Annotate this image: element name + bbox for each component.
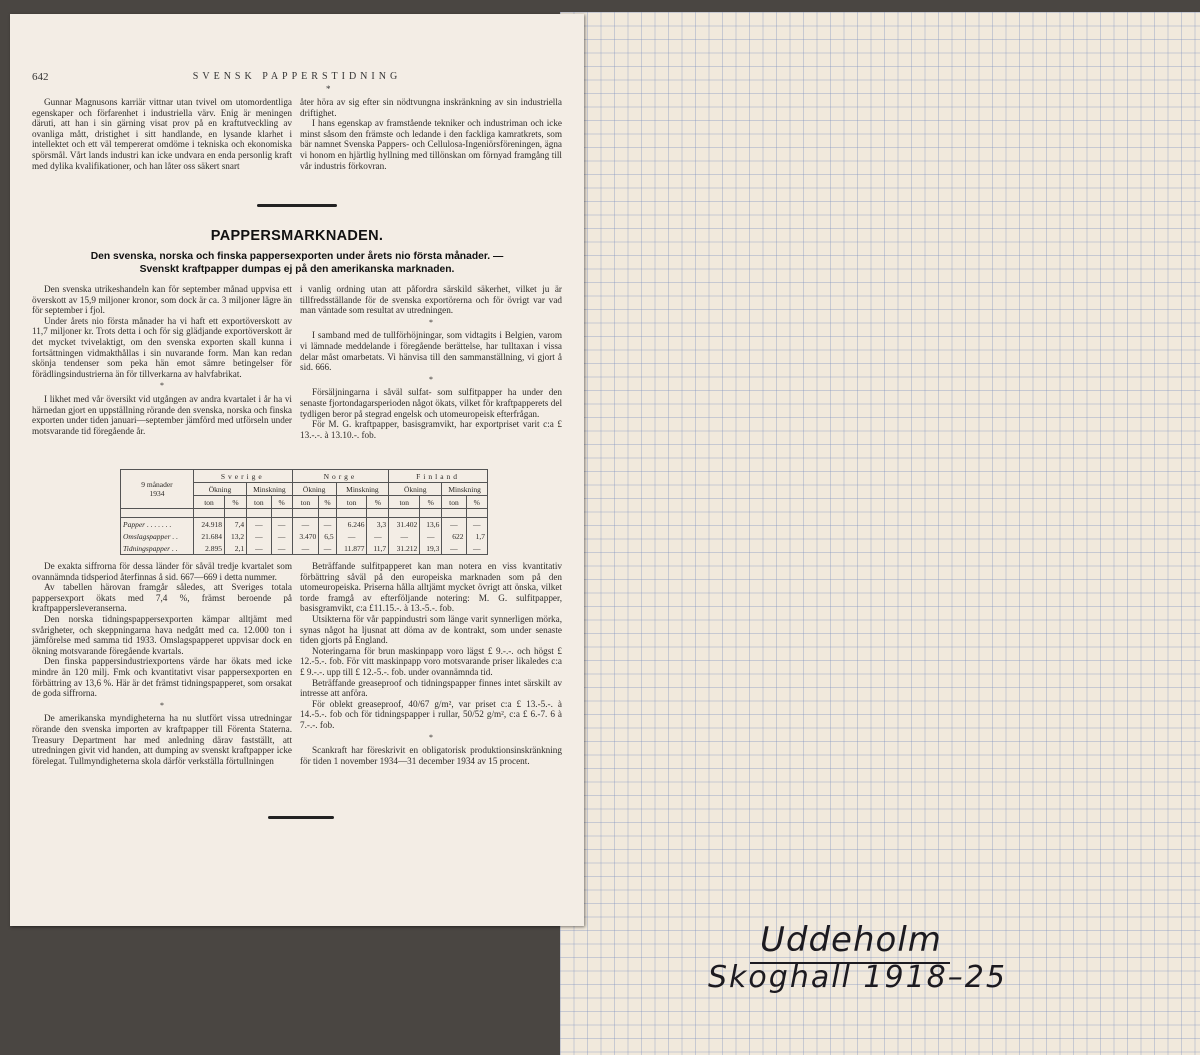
cell: —	[466, 518, 488, 531]
unit-ton: ton	[247, 496, 272, 509]
paragraph: Noteringarna för brun maskinpapp voro lägst £ 9.-.-. och högst £ 12.-5.-. fob. För vitt maskinpapp voro motsvarande priser likaledes c:a £ 9.-.-. upp till £ 12.-5.-. fob. under ovannämnda tid.	[300, 645, 562, 677]
paragraph: Den svenska utrikeshandeln kan för september månad uppvisa ett överskott av 15,9 miljoner kronor, som dock är ca. 3 miljoner lägre än för september i fjol.	[32, 284, 292, 316]
handwritten-label-bottom: Skoghall 1918–25	[708, 960, 1007, 995]
cell: —	[271, 530, 292, 542]
cell: —	[367, 530, 389, 542]
unit-pct: %	[466, 496, 488, 509]
page-number: 642	[32, 71, 49, 83]
cell: —	[319, 542, 336, 555]
unit-ton: ton	[292, 496, 319, 509]
minskning-header: Minskning	[247, 483, 293, 496]
ruled-paper-sheet	[560, 12, 1200, 1055]
cell: —	[442, 518, 466, 531]
paragraph: Utsikterna för vår pappindustri som länge varit synnerligen mörka, synas något ha ljusnat att döma av de kontrakt, som under senaste tiden gjorts på England.	[300, 613, 562, 646]
paragraph: i vanlig ordning utan att påfordra särskild säkerhet, vilket ju är tillfredsställande för de svenska exportörerna och för övrigt var vad man väntade som resultat av utredningen.	[300, 284, 562, 316]
cell: 7,4	[225, 518, 247, 531]
cell: 3.470	[292, 530, 319, 542]
unit-pct: %	[420, 496, 442, 509]
printed-page	[10, 14, 584, 926]
paragraph: För oblekt greaseproof, 40/67 g/m², var priset c:a £ 13.-5.-. à 14.-5.-. fob och för tidningspapper i rullar, 50/52 g/m², c:a £ 6.-7. 6 à 7.-.-. fob.	[300, 698, 562, 730]
paragraph: I likhet med vår översikt vid utgången av andra kvartalet i år ha vi härnedan gjort en uppställning rörande den svenska, norska och finska exporten under tiden januari—september jämförd med utförseln under motsvarande tid föregående år.	[32, 393, 292, 436]
paragraph: För M. G. kraftpapper, basisgramvikt, har exportpriset varit c:a £ 13.-.-. à 13.10.-. fob.	[300, 419, 562, 440]
country-header-norge: Norge	[292, 470, 389, 483]
article-lower-right-column	[300, 561, 562, 766]
row-label: Omslagspapper . .	[121, 530, 194, 542]
row-label: Tidningspapper . .	[121, 542, 194, 555]
table-corner-line1: 9 månader	[141, 480, 173, 489]
paragraph: Av tabellen härovan framgår således, att Sveriges totala pappersexport ökats med 7,4 %, främst beroende på kraftpappersleveranserna.	[32, 582, 292, 614]
paragraph: De amerikanska myndigheterna ha nu slutfört vissa utredningar rörande den svenska importen av kraftpapper till Förenta Staterna. Treasury Department har med anledning därav fastställt, att utredningen givit vid handen, att dumping av svenskt kraftpapper icke förelegat. Tullmyndigheterna skola därför verkställa förtullningen	[32, 713, 292, 766]
cell: 11.877	[336, 542, 367, 555]
cell: —	[319, 518, 336, 531]
cell: —	[247, 530, 272, 542]
table-row	[121, 518, 488, 531]
paragraph: Beträffande greaseproof och tidningspapper finnes intet särskilt av intresse att anföra.	[300, 677, 562, 699]
paragraph: Den finska pappersindustriexportens värde har ökats med icke mindre än 120 milj. Fmk och kvantitativt visar pappersexporten en förbättring av 13,6 %. Här är det främst tidningspapperet, som orsakat de goda siffrorna.	[32, 656, 292, 699]
cell: —	[442, 542, 466, 555]
separator-star: *	[429, 732, 433, 742]
paragraph: Den norska tidningspappersexporten kämpar alltjämt med svårigheter, och skeppningarna hava nedgått med ca. 12.000 ton i jämförelse med samma tid 1933. Omslagspapperet uppvisar dock en ökning motsvarande föregående kvartals.	[32, 613, 292, 656]
cell: 21.684	[193, 530, 224, 542]
paragraph: Försäljningarna i såväl sulfat- som sulfitpapper ha under den senaste fjortondagarsperioden något ökats, vilket för kraftpapperets del tydligen beror på stegrad engelsk och utomeuropeisk efterfrågan.	[300, 387, 562, 419]
country-header-finland: Finland	[389, 470, 488, 483]
minskning-header: Minskning	[442, 483, 488, 496]
end-divider	[268, 816, 334, 819]
article-upper-left-column	[32, 284, 292, 436]
paragraph: Beträffande sulfitpapperet kan man notera en viss kvantitativ förbättring såväl på den europeiska marknaden som på den utomeuropeiska. Priserna hålla alltjämt mycket övrigt att önska, vilket torde framgå av efterföljande notering: M. G. sulfitpapper, basisgramvikt, c:a £11.15.-. à 13.-5.-. fob.	[300, 561, 562, 614]
table-row	[121, 530, 488, 542]
paragraph: Under årets nio första månader ha vi haft ett exportöverskott av 11,7 miljoner kr. Trots detta i och för sig glädjande exportöverskott är det mycket tvivelaktigt, om den svenska exporten skall kunna i fortsättningen vidmakthållas i sin nuvarande form. Man kan redan skönja tendenser som peka hän emot sämre betingelser för förädlingsindustrierna än för tillverkarna av halvfabrikat.	[32, 315, 292, 379]
okning-header: Ökning	[193, 483, 246, 496]
okning-header: Ökning	[292, 483, 336, 496]
separator-star: *	[160, 381, 164, 391]
cell: —	[271, 542, 292, 555]
unit-pct: %	[319, 496, 336, 509]
handwritten-label-top: Uddeholm	[760, 920, 942, 960]
cell: 6,5	[319, 530, 336, 542]
export-statistics-table	[120, 469, 488, 555]
unit-ton: ton	[389, 496, 420, 509]
cell: —	[292, 542, 319, 555]
unit-pct: %	[271, 496, 292, 509]
minskning-header: Minskning	[336, 483, 389, 496]
cell: 2.895	[193, 542, 224, 555]
article-subtitle	[10, 250, 584, 276]
paragraph: Scankraft har föreskrivit en obligatorisk produktionsinskränkning för tiden 1 november 1934—31 december 1934 av 15 procent.	[300, 745, 562, 766]
cell: 2,1	[225, 542, 247, 555]
cell: 622	[442, 530, 466, 542]
cell: —	[336, 530, 367, 542]
separator-star: *	[160, 700, 164, 710]
cell: 1,7	[466, 530, 488, 542]
unit-ton: ton	[336, 496, 367, 509]
cell: 31.402	[389, 518, 420, 531]
section-divider	[257, 204, 337, 207]
article-subtitle-line2: Svenskt kraftpapper dumpas ej på den amerikanska marknaden.	[139, 264, 455, 275]
intro-right-column	[300, 97, 562, 171]
cell: —	[292, 518, 319, 531]
running-head: SVENSK PAPPERSTIDNING	[192, 71, 402, 82]
intro-left-text: Gunnar Magnusons karriär vittnar utan tvivel om utomordentliga egenskaper och förfarenhet i industriella värv. Enig är meningen däruti, att han i sin gärning visat prov på en kraftutveckling av ovanliga mått, dristighet i sitt handlande, en lysande klarhet i intellektet och ett väl tempererat omdöme i tekniska och ekonomiska spörsmål. Vårt lands industri kan icke undvara en enda personlig kraft med dylika kvalifikationer, och han låter oss säkert snart	[32, 97, 292, 171]
cell: 31.212	[389, 542, 420, 555]
cell: —	[389, 530, 420, 542]
intro-left-column	[32, 97, 292, 171]
table-row	[121, 542, 488, 555]
cell: 11,7	[367, 542, 389, 555]
cell: 3,3	[367, 518, 389, 531]
unit-ton: ton	[442, 496, 466, 509]
unit-ton: ton	[193, 496, 224, 509]
cell: —	[466, 542, 488, 555]
cell: —	[247, 542, 272, 555]
table-corner	[121, 470, 194, 509]
unit-pct: %	[367, 496, 389, 509]
okning-header: Ökning	[389, 483, 442, 496]
separator-star: *	[429, 317, 433, 327]
cell: —	[420, 530, 442, 542]
article-upper-right-column	[300, 284, 562, 440]
article-lower-left-column	[32, 561, 292, 766]
cell: —	[247, 518, 272, 531]
article-title: PAPPERSMARKNADEN.	[210, 228, 384, 244]
cell: 13,2	[225, 530, 247, 542]
article-subtitle-line1: Den svenska, norska och finska pappersexporten under årets nio första månader. —	[90, 251, 504, 262]
separator-star: *	[429, 374, 433, 384]
intro-right-p1: åter höra av sig efter sin nödtvungna inskränkning av sin industriella driftighet.	[300, 97, 562, 118]
paragraph: I samband med de tullförhöjningar, som vidtagits i Belgien, varom vi lämnade meddelande i föregående berättelse, har tulltaxan i vissa delar måst omarbetats. Vi hänvisa till den sammanställning, vi gjort å sid. 666.	[300, 330, 562, 373]
paragraph: De exakta siffrorna för dessa länder för såväl tredje kvartalet som ovannämnda tidsperiod återfinnas å sid. 667—669 i detta nummer.	[32, 561, 292, 582]
intro-right-p2: I hans egenskap av framstående tekniker och industriman och icke minst såsom den främste och ledande i den fackliga kamratkrets, som bär namnet Svenska Pappers- och Cellulosa-Ingeniörsföreningen, ägna vi honom en hjärtlig hyllning med tillönskan om förnyad framgång till vår industris förkovran.	[300, 118, 562, 171]
cell: 19,3	[420, 542, 442, 555]
running-head-ornament: *	[326, 84, 331, 94]
unit-pct: %	[225, 496, 247, 509]
table-corner-line2: 1934	[149, 489, 165, 498]
row-label: Papper . . . . . . .	[121, 518, 194, 531]
cell: —	[271, 518, 292, 531]
cell: 13,6	[420, 518, 442, 531]
cell: 24.918	[193, 518, 224, 531]
cell: 6.246	[336, 518, 367, 531]
country-header-sverige: Sverige	[193, 470, 292, 483]
